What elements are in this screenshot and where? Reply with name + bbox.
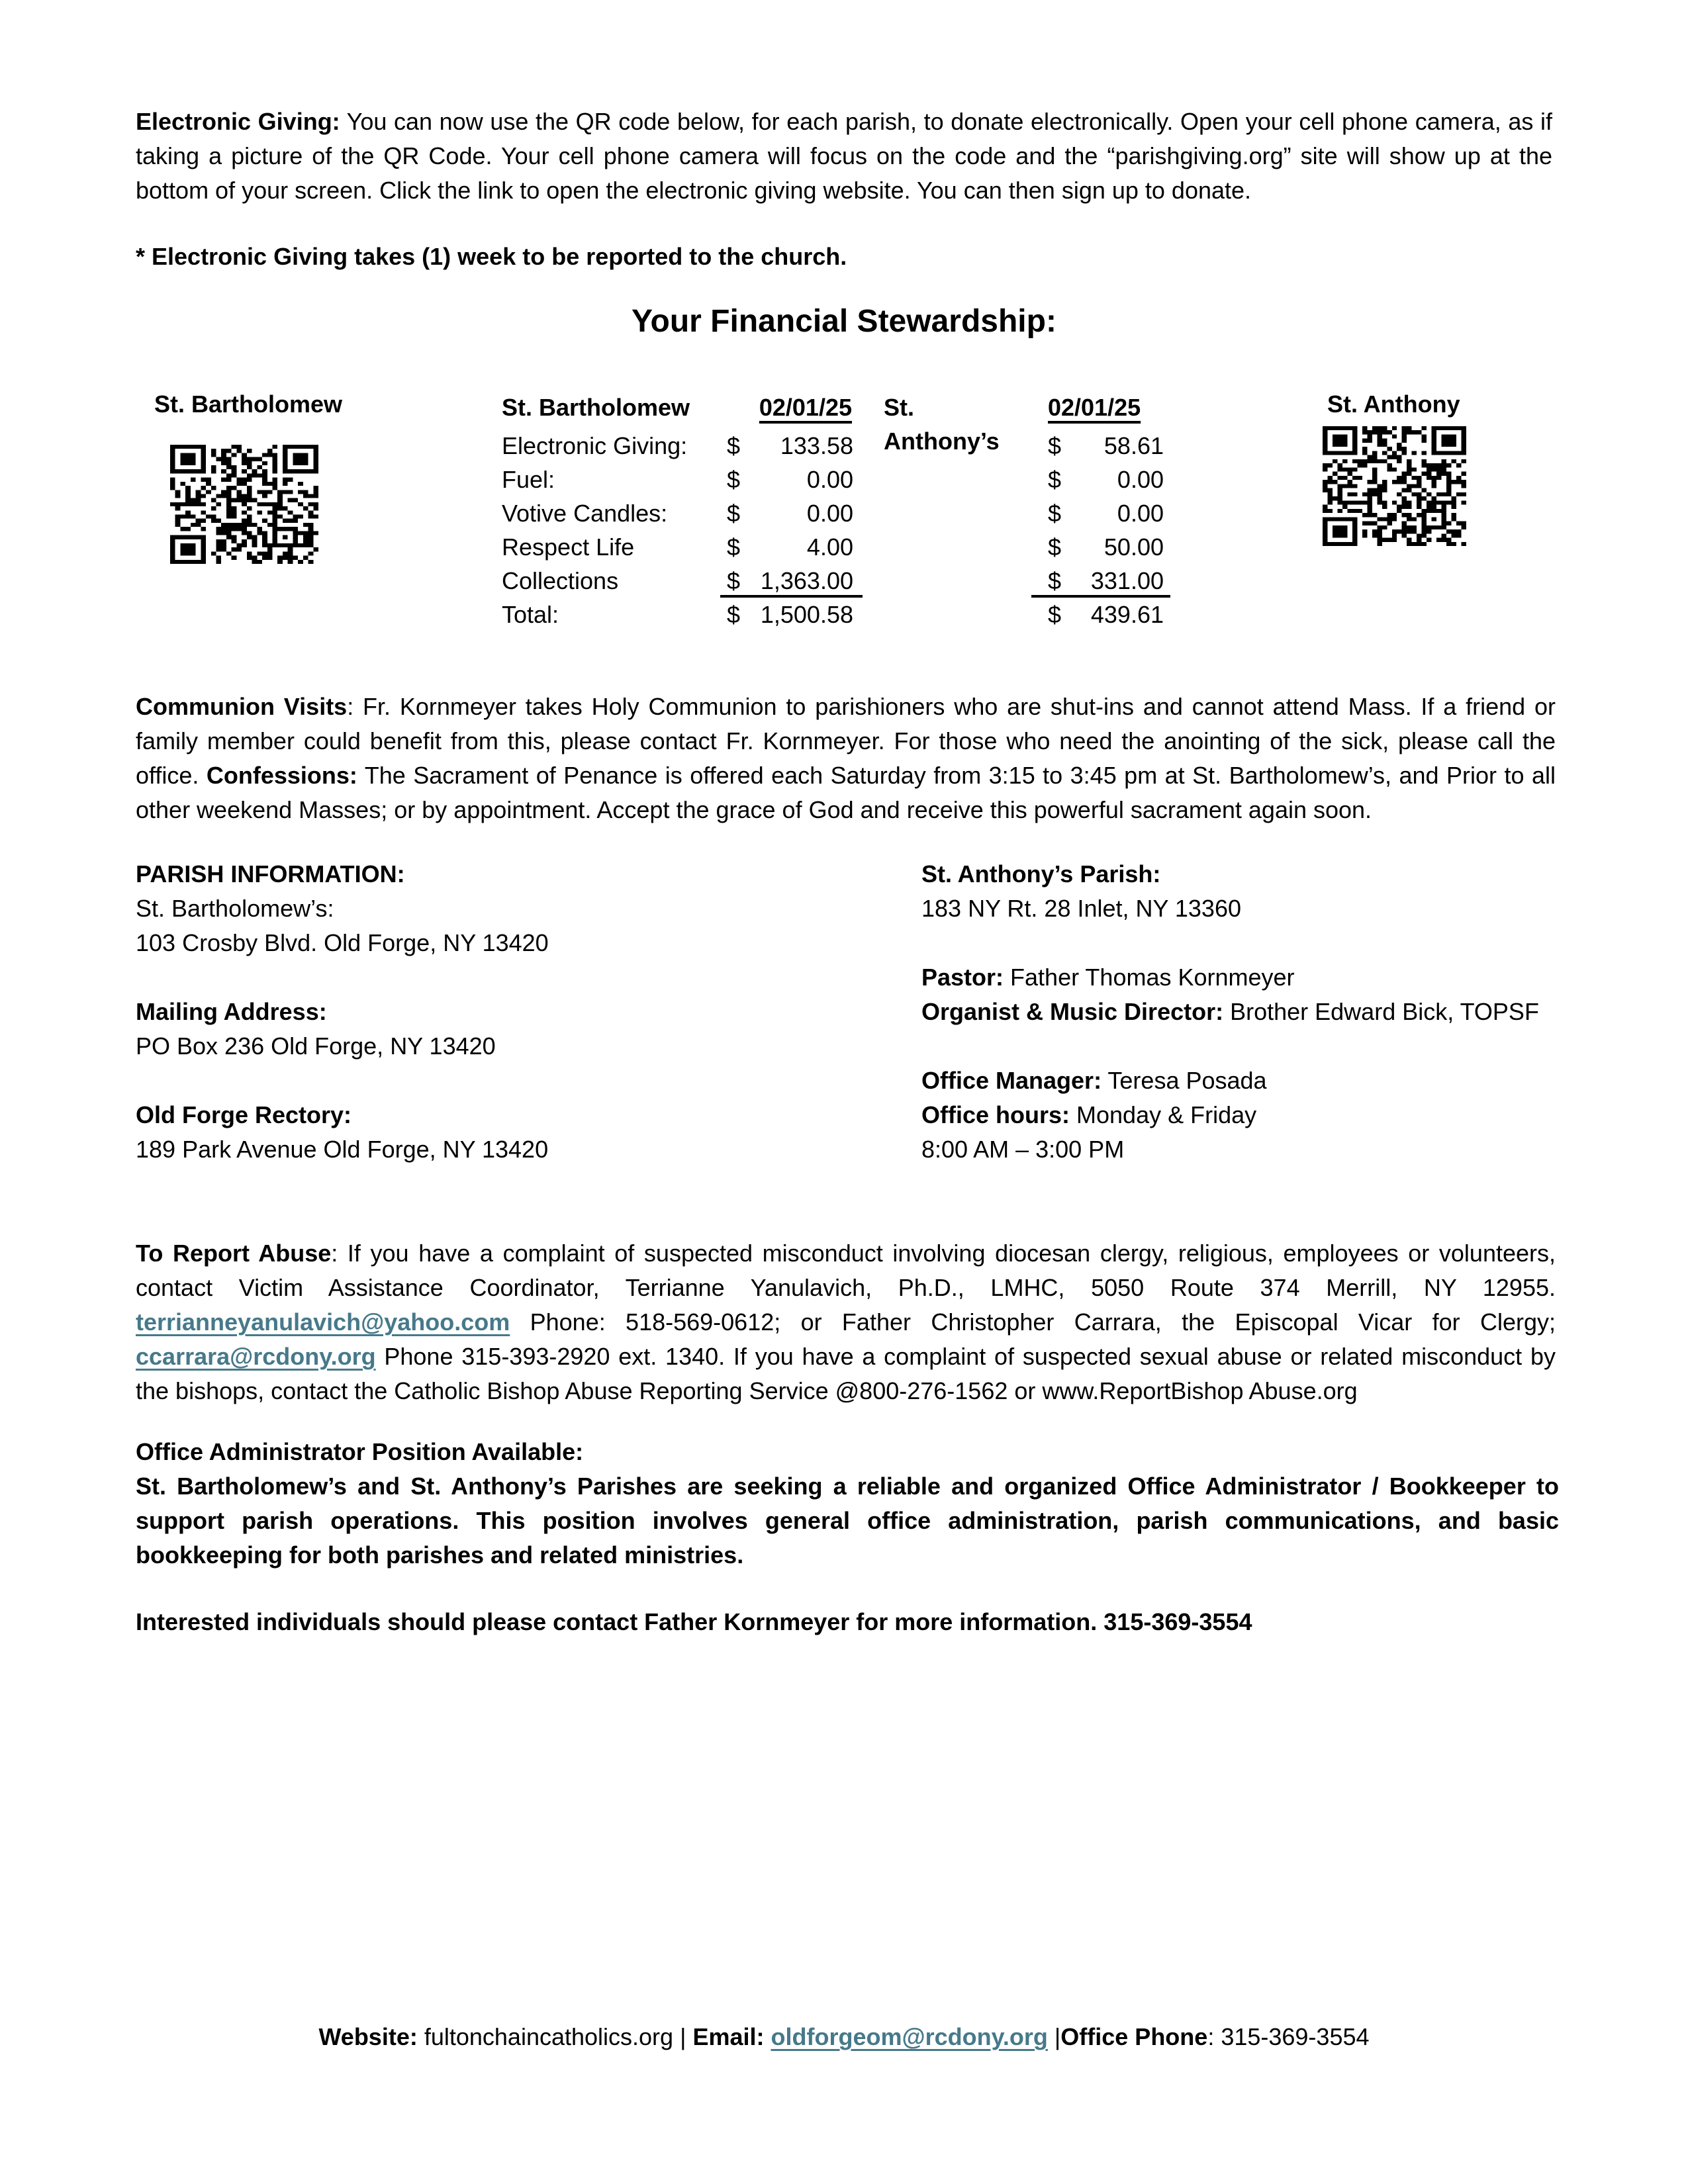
anthony-value: $ 0.00: [1031, 496, 1170, 530]
currency-symbol: $: [727, 567, 741, 594]
office-phone-label: Office Phone: [1060, 2023, 1208, 2050]
st-bartholomews-address: 103 Crosby Blvd. Old Forge, NY 13420: [136, 929, 549, 956]
ccarrara-email-link[interactable]: ccarrara@rcdony.org: [136, 1343, 376, 1370]
bart-value: $ 4.00: [720, 530, 863, 564]
website-label: Website:: [318, 2023, 418, 2050]
row-label: Total:: [502, 601, 559, 628]
position-available-body: St. Bartholomew’s and St. Anthony’s Parishes are seeking a reliable and organized Office Administrator / Bookkeeper to support parish operations. This position involves general office administration, parish communications, and basic bookkeeping for both parishes and related ministries.: [136, 1473, 1559, 1569]
pastor-label: Pastor:: [921, 964, 1004, 991]
currency-symbol: $: [727, 432, 741, 459]
electronic-giving-paragraph: [136, 105, 1552, 208]
st-bartholomews-name: St. Bartholomew’s:: [136, 895, 334, 922]
currency-symbol: $: [1048, 432, 1062, 459]
electronic-giving-text: You can now use the QR code below, for each parish, to donate electronically. Open your cell phone camera, as if taking a picture of the QR Code. Your cell phone camera will focus on the code and the “parishgiving.org” site will show up at the bottom of your screen. Click the link to open the electronic giving website. You can then sign up to donate.: [136, 108, 1552, 204]
row-label: Respect Life: [502, 533, 635, 561]
footer-separator: |: [1047, 2023, 1061, 2050]
currency-symbol: $: [727, 601, 741, 628]
parish-info-left-column: [136, 857, 897, 1167]
pastor-line: Pastor: Father Thomas Kornmeyer: [921, 964, 1295, 991]
financial-stewardship-title: Your Financial Stewardship:: [632, 304, 1056, 339]
currency-symbol: $: [727, 466, 741, 493]
st-bartholomew-qr-label: St. Bartholomew: [154, 390, 343, 418]
communion-visits-paragraph: Communion Visits: Fr. Kornmeyer takes Holy Communion to parishioners who are shut-ins and cannot attend Mass. If a friend or family member could benefit from this, please contact Fr. Kornmeyer. For those who need the anointing of the sick, please call the office. Confessions: The Sacrament of Penance is offered each Saturday from 3:15 to 3:45 pm at St. Bartholomew’s, and Prior to all other weekend Masses; or by appointment. Accept the grace of God and receive this powerful sacrament again soon.: [136, 693, 1556, 823]
website-value: fultonchaincatholics.org: [417, 2023, 680, 2050]
st-anthony-qr-code: [1323, 426, 1466, 546]
currency-symbol: $: [1048, 567, 1062, 594]
currency-symbol: $: [1048, 500, 1062, 527]
currency-symbol: $: [1048, 533, 1062, 561]
parish-information-heading: PARISH INFORMATION:: [136, 860, 405, 887]
rectory-address: 189 Park Avenue Old Forge, NY 13420: [136, 1136, 549, 1163]
terrianne-email-link[interactable]: terrianneyanulavich@yahoo.com: [136, 1308, 510, 1336]
anthony-value-total: $ 439.61: [1031, 598, 1170, 631]
column-header-st-bartholomew: St. Bartholomew: [502, 394, 690, 421]
position-available-heading: Office Administrator Position Available:: [136, 1438, 584, 1465]
footer: [0, 2020, 1688, 2054]
email-label: Email:: [692, 2023, 771, 2050]
row-label: Votive Candles:: [502, 500, 668, 527]
report-abuse-label: To Report Abuse: [136, 1240, 332, 1267]
column-header-bart-date: 02/01/25: [759, 394, 852, 421]
anthony-value-collections: $ 331.00: [1031, 564, 1170, 598]
organist-label: Organist & Music Director:: [921, 998, 1224, 1025]
bart-value: $ 133.58: [720, 429, 863, 463]
office-hours-label: Office hours:: [921, 1101, 1070, 1128]
office-email-link[interactable]: oldforgeom@rcdony.org: [771, 2023, 1048, 2050]
column-header-st-anthonys: St. Anthony’s: [884, 394, 1000, 455]
currency-symbol: $: [727, 533, 741, 561]
confessions-label: Confessions:: [206, 762, 357, 789]
parish-info-right-column: [921, 857, 1590, 1167]
st-anthonys-parish-heading: St. Anthony’s Parish:: [921, 860, 1161, 887]
position-contact-line: Interested individuals should please contact Father Kornmeyer for more information. 315-369-3554: [136, 1608, 1252, 1635]
currency-symbol: $: [1048, 601, 1062, 628]
bart-value-total: $ 1,500.58: [720, 598, 863, 631]
office-manager-line: Office Manager: Teresa Posada: [921, 1067, 1267, 1094]
bart-value-collections: $ 1,363.00: [720, 564, 863, 598]
anthony-value: $ 0.00: [1031, 463, 1170, 496]
bart-value: $ 0.00: [720, 463, 863, 496]
row-label: Electronic Giving:: [502, 432, 688, 459]
office-phone-value: : 315-369-3554: [1207, 2023, 1370, 2050]
footer-separator: |: [680, 2023, 693, 2050]
office-hours-line: Office hours: Monday & Friday: [921, 1101, 1257, 1128]
column-header-anthony-date: 02/01/25: [1048, 394, 1141, 421]
currency-symbol: $: [727, 500, 741, 527]
st-bartholomew-qr-code: [170, 445, 318, 564]
st-anthony-qr-label: St. Anthony: [1327, 390, 1460, 418]
mailing-address-value: PO Box 236 Old Forge, NY 13420: [136, 1032, 496, 1060]
electronic-giving-note: * Electronic Giving takes (1) week to be reported to the church.: [136, 243, 847, 270]
st-anthonys-address: 183 NY Rt. 28 Inlet, NY 13360: [921, 895, 1241, 922]
row-label: Fuel:: [502, 466, 555, 493]
anthony-value: $ 50.00: [1031, 530, 1170, 564]
currency-symbol: $: [1048, 466, 1062, 493]
bart-value: $ 0.00: [720, 496, 863, 530]
report-abuse-paragraph: To Report Abuse: If you have a complaint of suspected misconduct involving diocesan clergy, religious, employees or volunteers, contact Victim Assistance Coordinator, Terrianne Yanulavich, Ph.D., LMHC, 5050 Route 374 Merrill, NY 12955. terrianneyanulavich@yahoo.com Phone: 518-569-0612; or Father Christopher Carrara, the Episcopal Vicar for Clergy; ccarrara@rcdony.org Phone 315-393-2920 ext. 1340. If you have a complaint of suspected sexual abuse or related misconduct by the bishops, contact the Catholic Bishop Abuse Reporting Service @800-276-1562 or www.ReportBishop Abuse.org: [136, 1240, 1556, 1404]
rectory-heading: Old Forge Rectory:: [136, 1101, 352, 1128]
office-manager-label: Office Manager:: [921, 1067, 1102, 1094]
office-hours-time: 8:00 AM – 3:00 PM: [921, 1136, 1125, 1163]
financial-stewardship-table: [502, 390, 1170, 631]
anthony-value: $ 58.61: [1031, 429, 1170, 463]
mailing-address-heading: Mailing Address:: [136, 998, 327, 1025]
organist-line: Organist & Music Director: Brother Edward Bick, TOPSF: [921, 998, 1539, 1025]
communion-visits-label: Communion Visits: [136, 693, 348, 720]
row-label: Collections: [502, 567, 619, 594]
electronic-giving-label: Electronic Giving:: [136, 108, 340, 135]
